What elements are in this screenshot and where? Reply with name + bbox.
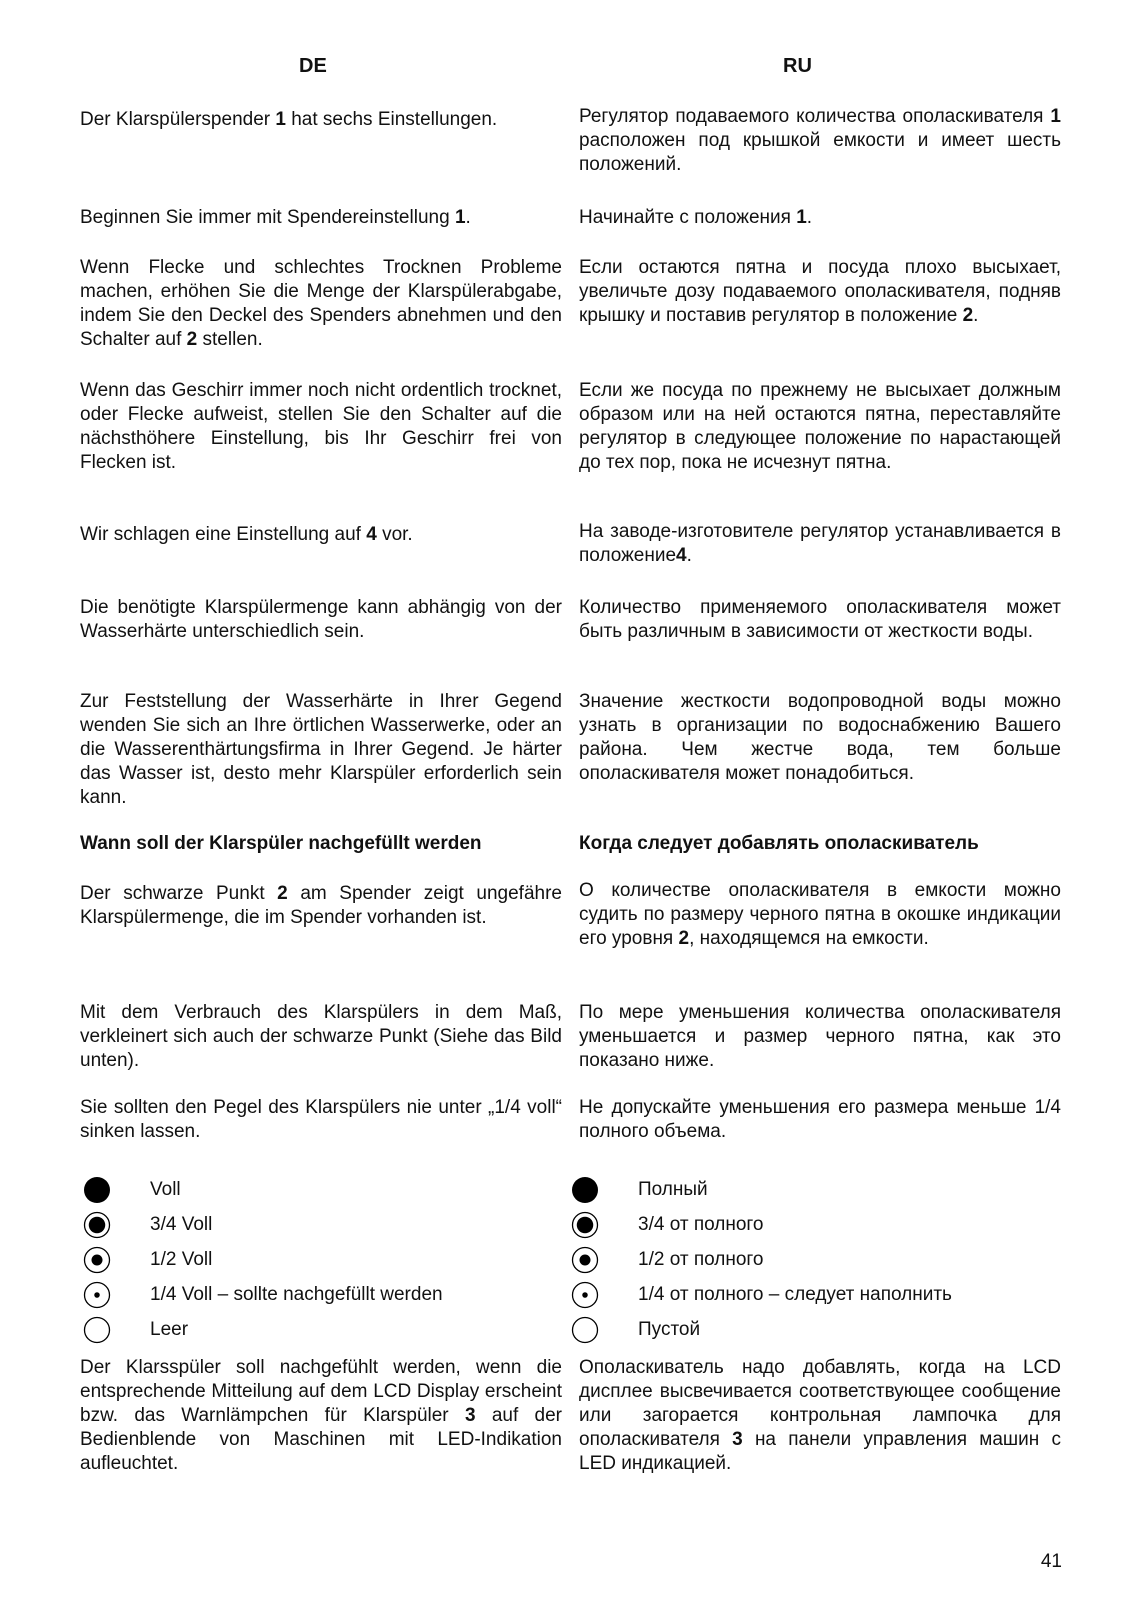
dot-quarter-icon: [570, 1280, 600, 1310]
level-label: 1/4 Voll – sollte nachgefüllt werden: [150, 1284, 443, 1305]
ru-paragraph-5: На заводе-изготовителе регулятор устанавливается в положение4.: [579, 521, 1061, 566]
ru-level-three-quarter: [570, 1210, 764, 1240]
ru-paragraph-7: Значение жесткости водопроводной воды можно узнать в организации по водоснабжению Вашего района. Чем жестче вода, тем больше ополаскивателя может понадобиться.: [579, 691, 1061, 784]
de-level-full: [82, 1175, 181, 1205]
page-number: 41: [1040, 1551, 1062, 1572]
de-paragraph-6: Die benötigte Klarspülermenge kann abhängig von der Wasserhärte unterschiedlich sein.: [80, 597, 562, 642]
ru-paragraph-9: По мере уменьшения количества ополаскивателя уменьшается и размер черного пятна, как это показано ниже.: [579, 1002, 1061, 1071]
level-label: Полный: [638, 1179, 708, 1200]
level-label: 1/2 Voll: [150, 1249, 213, 1270]
dot-three-quarter-icon: [82, 1210, 112, 1240]
ru-paragraph-6: Количество применяемого ополаскивателя может быть различным в зависимости от жесткости воды.: [579, 597, 1061, 642]
dot-empty-icon: [570, 1315, 600, 1345]
de-paragraph-3: Wenn Flecke und schlechtes Trocknen Probleme machen, erhöhen Sie die Menge der Klarspülerabgabe, indem Sie den Deckel des Spenders abnehmen und den Schalter auf 2 stellen.: [80, 257, 562, 350]
level-label: 1/4 от полного – следует наполнить: [638, 1284, 952, 1305]
ru-paragraph-8: О количестве ополаскивателя в емкости можно судить по размеру черного пятна в окошке индикации его уровня 2, находящемся на емкости.: [579, 880, 1061, 949]
ru-level-full: [570, 1175, 708, 1205]
level-label: 3/4 Voll: [150, 1214, 213, 1235]
de-paragraph-4: Wenn das Geschirr immer noch nicht ordentlich trocknet, oder Flecke aufweist, stellen Sie den Schalter auf die nächsthöhere Einstellung, bis Ihr Geschirr frei von Flecken ist.: [80, 380, 562, 473]
ru-level-empty: [570, 1315, 701, 1345]
de-paragraph-1: Der Klarspülerspender 1 hat sechs Einstellungen.: [80, 109, 498, 130]
ru-paragraph-3: Если остаются пятна и посуда плохо высыхает, увеличьте дозу подаваемого ополаскивателя, подняв крышку и поставив регулятор в положение 2.: [579, 257, 1061, 326]
ru-paragraph-2: Начинайте с положения 1.: [579, 207, 813, 228]
ru-level-quarter: [570, 1280, 952, 1310]
ru-paragraph-11: Ополаскиватель надо добавлять, когда на LCD дисплее высвечивается соответствующее сообщение или загорается контрольная лампочка для ополаскивателя 3 на панели управления машин с LED индикацией.: [579, 1357, 1061, 1474]
de-paragraph-9: Mit dem Verbrauch des Klarspülers in dem Maß, verkleinert sich auch der schwarze Punkt (Siehe das Bild unten).: [80, 1002, 562, 1071]
dot-three-quarter-icon: [570, 1210, 600, 1240]
ru-paragraph-1: Регулятор подаваемого количества ополаскивателя 1 расположен под крышкой емкости и имеет шесть положений.: [579, 106, 1061, 175]
ru-paragraph-4: Если же посуда по прежнему не высыхает должным образом или на ней остаются пятна, переставляйте регулятор в следующее положение по нарастающей до тех пор, пока не исчезнут пятна.: [579, 380, 1061, 473]
dot-full-icon: [82, 1175, 112, 1205]
dot-full-icon: [570, 1175, 600, 1205]
level-label: Пустой: [638, 1319, 701, 1340]
ru-paragraph-10: Не допускайте уменьшения его размера меньше 1/4 полного объема.: [579, 1097, 1061, 1142]
level-label: Leer: [150, 1319, 189, 1340]
level-label: Voll: [150, 1179, 181, 1200]
header-ru: RU: [783, 55, 812, 77]
de-level-quarter: [82, 1280, 443, 1310]
de-paragraph-5: Wir schlagen eine Einstellung auf 4 vor.: [80, 524, 413, 545]
ru-level-half: [570, 1245, 764, 1275]
dot-empty-icon: [82, 1315, 112, 1345]
de-paragraph-10: Sie sollten den Pegel des Klarspülers nie unter „1/4 voll“ sinken lassen.: [80, 1097, 562, 1142]
dot-half-icon: [570, 1245, 600, 1275]
de-paragraph-7: Zur Feststellung der Wasserhärte in Ihrer Gegend wenden Sie sich an Ihre örtlichen Wasserwerke, oder an die Wasserenthärtungsfirma in Ihrer Gegend. Je härter das Wasser ist, desto mehr Klarspüler erforderlich sein kann.: [80, 691, 562, 808]
header-de: DE: [299, 55, 327, 77]
de-level-empty: [82, 1315, 189, 1345]
de-level-half: [82, 1245, 213, 1275]
dot-half-icon: [82, 1245, 112, 1275]
ru-heading: Когда следует добавлять ополаскиватель: [579, 833, 979, 854]
de-level-three-quarter: [82, 1210, 213, 1240]
dot-quarter-icon: [82, 1280, 112, 1310]
level-label: 3/4 от полного: [638, 1214, 764, 1235]
level-label: 1/2 от полного: [638, 1249, 764, 1270]
de-paragraph-2: Beginnen Sie immer mit Spendereinstellung 1.: [80, 207, 471, 228]
de-paragraph-8: Der schwarze Punkt 2 am Spender zeigt ungefähre Klarspülermenge, die im Spender vorhanden ist.: [80, 883, 562, 928]
de-paragraph-11: Der Klarsspüler soll nachgefühlt werden, wenn die entsprechende Mitteilung auf dem LCD Display erscheint bzw. das Warnlämpchen für Klarspüler 3 auf der Bedienblende von Maschinen mit LED-Indikation aufleuchtet.: [80, 1357, 563, 1474]
de-heading: Wann soll der Klarspüler nachgefüllt werden: [80, 833, 482, 854]
